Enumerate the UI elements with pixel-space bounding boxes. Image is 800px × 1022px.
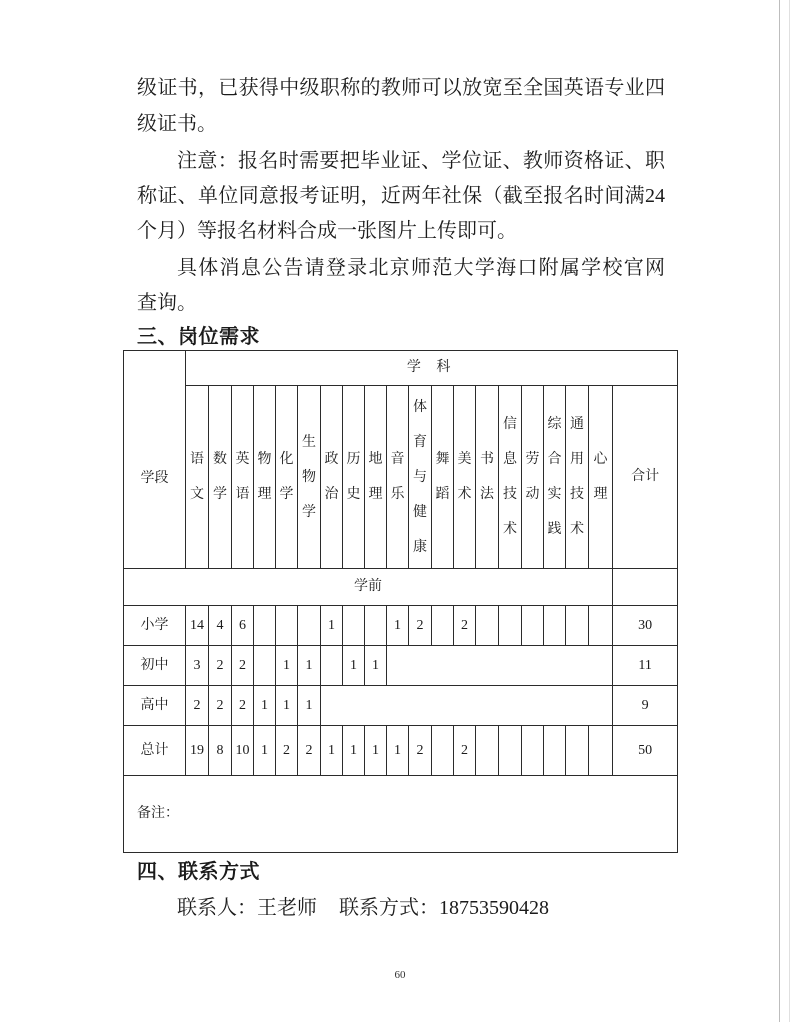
row-total-cell: 9: [613, 686, 678, 726]
count-cell: 1: [276, 646, 298, 686]
subject-header: 学 科: [186, 351, 678, 386]
merged-empty-cell: [321, 686, 613, 726]
subject-header-cell: [454, 386, 476, 569]
count-cell: 2: [409, 726, 432, 776]
count-cell: 6: [232, 606, 254, 646]
subject-names-row: [124, 386, 678, 569]
count-cell: 1: [387, 606, 409, 646]
contact-person: 联系人：王老师: [177, 897, 317, 919]
subject-header-cell: [254, 386, 276, 569]
count-cell: [321, 646, 343, 686]
count-cell: 2: [409, 606, 432, 646]
subject-label-box: [589, 442, 612, 512]
subject-label: 信息技术: [503, 417, 517, 537]
subject-header-cell: [365, 386, 387, 569]
subject-label: 生物学: [302, 434, 316, 520]
preschool-total-cell: [613, 569, 678, 606]
count-cell: 2: [298, 726, 321, 776]
count-cell: 2: [454, 606, 476, 646]
subject-label-box: [432, 442, 453, 512]
subject-label-box: [321, 442, 342, 512]
subject-label: 通用技术: [570, 417, 584, 537]
subject-label: 物理: [257, 452, 272, 502]
subject-label: 音乐: [390, 452, 405, 502]
count-cell: [566, 606, 589, 646]
count-cell: 2: [454, 726, 476, 776]
count-cell: 2: [232, 646, 254, 686]
count-cell: 3: [186, 646, 209, 686]
query-line: 查询。: [137, 292, 197, 314]
table-header-row: [124, 351, 678, 386]
count-cell: [544, 606, 566, 646]
count-cell: [254, 646, 276, 686]
subject-header-cell: [276, 386, 298, 569]
subject-label-box: [476, 442, 498, 512]
subject-header-cell: [566, 386, 589, 569]
count-cell: 1: [321, 726, 343, 776]
subject-header-cell: [298, 386, 321, 569]
subject-label-box: [232, 442, 253, 512]
section-heading-positions: 三、岗位需求: [137, 326, 260, 348]
count-cell: 1: [343, 726, 365, 776]
subject-header-cell: [387, 386, 409, 569]
count-cell: 14: [186, 606, 209, 646]
subject-label: 地理: [368, 452, 383, 502]
subject-label-box: [499, 407, 521, 547]
count-cell: [476, 726, 499, 776]
table-row-preschool: [124, 569, 678, 606]
subject-label-box: [343, 442, 364, 512]
count-cell: [276, 606, 298, 646]
subject-header-cell: [232, 386, 254, 569]
row-total-cell: 11: [613, 646, 678, 686]
stage-label: 小学: [124, 606, 186, 646]
subject-label-box: [409, 390, 431, 565]
count-cell: 19: [186, 726, 209, 776]
subject-label: 劳动: [525, 452, 540, 502]
contact-line: [177, 894, 665, 922]
count-cell: 1: [365, 646, 387, 686]
subject-header-cell: [544, 386, 566, 569]
subject-label-box: [298, 425, 320, 530]
subject-header-cell: [499, 386, 522, 569]
row-total-cell: 30: [613, 606, 678, 646]
position-demand-table: [123, 350, 678, 853]
count-cell: [254, 606, 276, 646]
note-line: 注意：报名时需要把毕业证、学位证、教师资格证、职: [177, 150, 665, 172]
note-line: 个月）等报名材料合成一张图片上传即可。: [137, 220, 517, 242]
subject-header-cell: [186, 386, 209, 569]
subject-label: 体育与健康: [413, 399, 427, 555]
table-row: [124, 686, 678, 726]
section-heading-contact: 四、联系方式: [137, 861, 260, 883]
count-cell: [432, 726, 454, 776]
count-cell: 1: [298, 646, 321, 686]
subject-label: 书法: [480, 452, 494, 502]
subject-label-box: [365, 442, 386, 512]
count-cell: 2: [209, 686, 232, 726]
subject-label-box: [566, 407, 588, 547]
count-cell: [566, 726, 589, 776]
count-cell: [499, 606, 522, 646]
stage-header: 学段: [124, 351, 186, 569]
preschool-label: 学前: [124, 569, 613, 606]
count-cell: 2: [209, 646, 232, 686]
count-cell: 8: [209, 726, 232, 776]
count-cell: [589, 726, 613, 776]
subject-label-box: [544, 407, 565, 547]
subject-label-box: [186, 442, 208, 512]
body-line: 级证书，已获得中级职称的教师可以放宽至全国英语专业四: [137, 77, 665, 99]
count-cell: [522, 606, 544, 646]
table-row: [124, 606, 678, 646]
subject-header-cell: [432, 386, 454, 569]
page-edge-shadow: [789, 0, 790, 1022]
subject-label: 历史: [346, 452, 361, 502]
count-cell: [476, 606, 499, 646]
subject-header-cell: [522, 386, 544, 569]
remark-label: 备注：: [124, 776, 678, 853]
subject-label: 美术: [457, 452, 472, 502]
subject-label-box: [276, 442, 297, 512]
subject-label: 语文: [190, 452, 204, 502]
count-cell: 10: [232, 726, 254, 776]
count-cell: [499, 726, 522, 776]
subject-label-box: [209, 442, 231, 512]
subject-header-cell: [343, 386, 365, 569]
subject-label: 心理: [593, 452, 608, 502]
table-row: [124, 646, 678, 686]
page-edge-line: [779, 0, 780, 1022]
count-cell: 1: [343, 646, 365, 686]
subject-label: 英语: [235, 452, 250, 502]
subject-label-box: [454, 442, 475, 512]
count-cell: 1: [298, 686, 321, 726]
merged-empty-cell: [387, 646, 613, 686]
subject-header-cell: [409, 386, 432, 569]
subject-header-cell: [589, 386, 613, 569]
count-cell: 1: [276, 686, 298, 726]
count-cell: 4: [209, 606, 232, 646]
subject-label: 政治: [324, 452, 339, 502]
count-cell: [432, 606, 454, 646]
stage-label: 高中: [124, 686, 186, 726]
count-cell: 1: [387, 726, 409, 776]
subject-label: 数学: [213, 452, 227, 502]
count-cell: [365, 606, 387, 646]
query-line: 具体消息公告请登录北京师范大学海口附属学校官网: [177, 257, 665, 279]
subject-label-box: [254, 442, 275, 512]
stage-label: 总计: [124, 726, 186, 776]
count-cell: 1: [321, 606, 343, 646]
total-header: 合计: [613, 386, 678, 569]
body-line: 级证书。: [137, 113, 217, 135]
count-cell: [298, 606, 321, 646]
count-cell: [544, 726, 566, 776]
note-line: 称证、单位同意报考证明，近两年社保（截至报名时间满24: [137, 185, 665, 207]
count-cell: 1: [254, 686, 276, 726]
count-cell: [343, 606, 365, 646]
count-cell: 2: [186, 686, 209, 726]
subject-label-box: [387, 442, 408, 512]
stage-label: 初中: [124, 646, 186, 686]
count-cell: [589, 606, 613, 646]
remark-row: [124, 776, 678, 853]
subject-header-cell: [476, 386, 499, 569]
contact-phone: 联系方式：18753590428: [339, 897, 549, 919]
subject-label-box: [522, 442, 543, 512]
subject-label: 综合实践: [547, 417, 562, 537]
row-total-cell: 50: [613, 726, 678, 776]
count-cell: 1: [365, 726, 387, 776]
page-number: 60: [394, 969, 406, 981]
count-cell: 2: [232, 686, 254, 726]
subject-header-cell: [321, 386, 343, 569]
subject-header-cell: [209, 386, 232, 569]
count-cell: 2: [276, 726, 298, 776]
table-row: [124, 726, 678, 776]
count-cell: 1: [254, 726, 276, 776]
count-cell: [522, 726, 544, 776]
subject-label: 舞蹈: [435, 452, 450, 502]
subject-label: 化学: [279, 452, 294, 502]
